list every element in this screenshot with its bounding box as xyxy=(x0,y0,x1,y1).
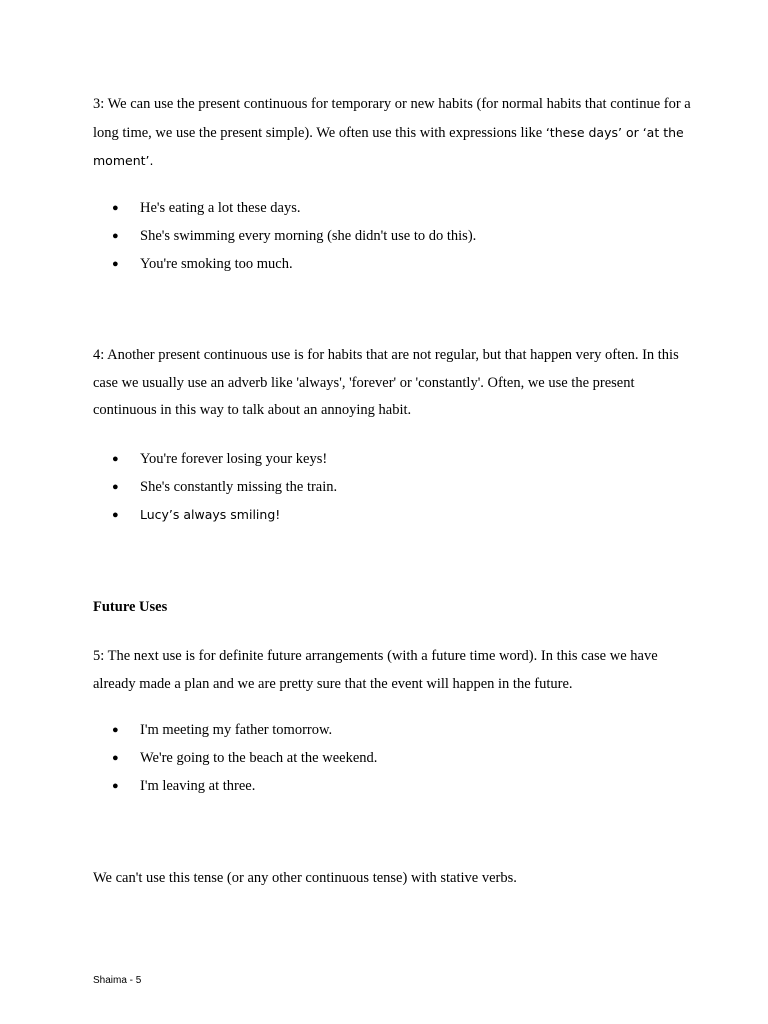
paragraph-future-arrangements: 5: The next use is for definite future arrangements (with a future time word). In this case we have already made a plan and we are pretty sure that the event will happen in the future. xyxy=(93,648,658,692)
list-item: ● Lucy’s always smiling! xyxy=(112,501,337,529)
bullet-list-habits xyxy=(112,194,476,278)
paragraph-present-continuous-habits xyxy=(93,91,693,176)
paragraph-text-tail: ‘these days’ or ‘at the moment’. xyxy=(93,124,684,168)
bullet-icon: ● xyxy=(112,230,119,242)
bullet-icon: ● xyxy=(112,481,119,493)
paragraph-irregular-habits: 4: Another present continuous use is for habits that are not regular, but that happen very often. In this case we usually use an adverb like 'always', 'forever' or 'constantly'. Often, we use the present continuous in this way to talk about an annoying habit. xyxy=(93,347,679,418)
bullet-icon: ● xyxy=(112,258,119,270)
bullet-list-annoying-habits xyxy=(112,445,337,529)
list-item: ● You're smoking too much. xyxy=(112,250,476,278)
list-item: ● He's eating a lot these days. xyxy=(112,194,476,222)
paragraph-text: 3: We can use the present continuous for temporary or new habits (for normal habits that continue for a long time, we use the present simple). We often use this with expressions like xyxy=(93,96,691,141)
bullet-icon: ● xyxy=(112,453,119,465)
list-item: ● She's swimming every morning (she didn't use to do this). xyxy=(112,222,476,250)
bullet-icon: ● xyxy=(112,724,119,736)
paragraph-stative-verbs: We can't use this tense (or any other continuous tense) with stative verbs. xyxy=(93,870,517,886)
list-item: ● I'm meeting my father tomorrow. xyxy=(112,716,377,744)
bullet-icon: ● xyxy=(112,509,119,521)
bullet-icon: ● xyxy=(112,752,119,764)
list-item: ● I'm leaving at three. xyxy=(112,772,377,800)
page-footer: Shaima - 5 xyxy=(93,975,142,986)
bullet-list-future-arrangements xyxy=(112,716,377,800)
list-item: ● We're going to the beach at the weekend. xyxy=(112,744,377,772)
list-item: ● She's constantly missing the train. xyxy=(112,473,337,501)
bullet-icon: ● xyxy=(112,780,119,792)
bullet-icon: ● xyxy=(112,202,119,214)
section-heading-future-uses: Future Uses xyxy=(93,599,168,615)
list-item: ● You're forever losing your keys! xyxy=(112,445,337,473)
